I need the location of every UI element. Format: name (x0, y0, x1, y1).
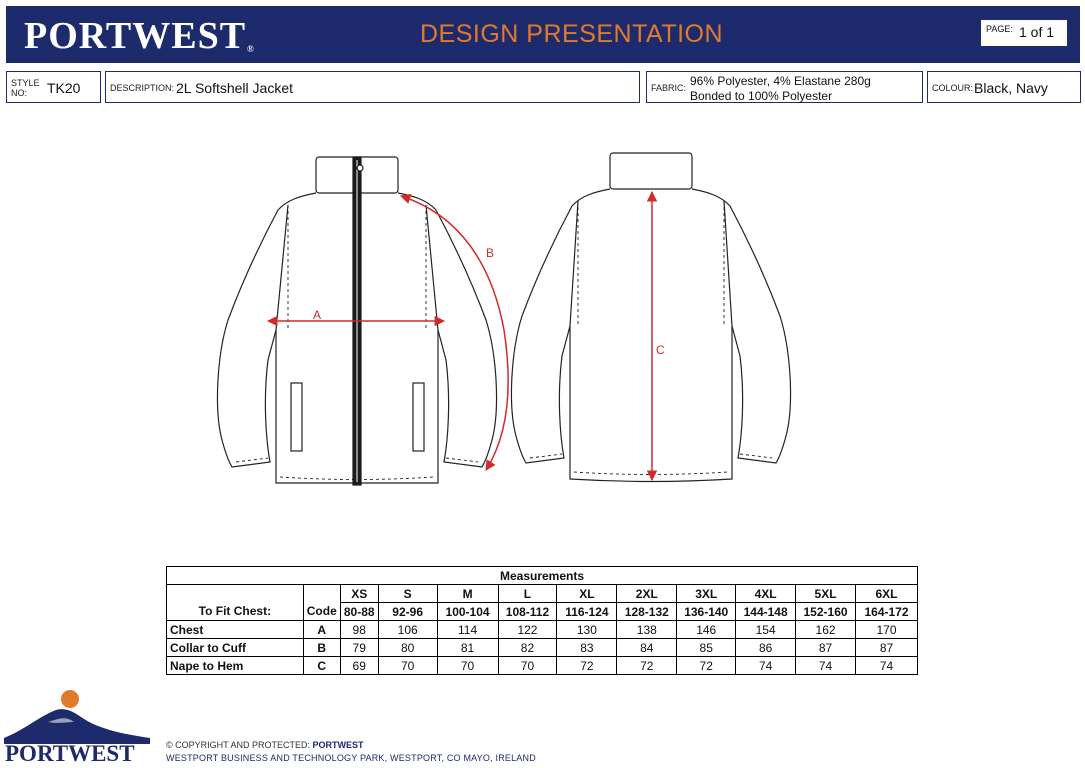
table-row (167, 639, 918, 657)
size-header: S (378, 585, 437, 603)
colour-value: Black, Navy (974, 80, 1048, 96)
cell: 84 (617, 639, 677, 657)
cell: 114 (437, 621, 498, 639)
cell: 122 (498, 621, 557, 639)
style-box (6, 71, 101, 103)
chest-range: 108-112 (498, 603, 557, 621)
mountain-icon (4, 709, 150, 744)
chest-range: 80-88 (340, 603, 378, 621)
cell: 74 (855, 657, 917, 675)
row-label: Chest (167, 621, 304, 639)
cell: 70 (437, 657, 498, 675)
cell: 82 (498, 639, 557, 657)
copyright-brand: PORTWEST (312, 740, 364, 750)
cell: 85 (677, 639, 736, 657)
address-text: WESTPORT BUSINESS AND TECHNOLOGY PARK, WESTPORT, CO MAYO, IRELAND (166, 753, 536, 763)
fabric-line2: Bonded to 100% Polyester (690, 89, 833, 103)
measure-line-b (401, 196, 508, 470)
cell: 81 (437, 639, 498, 657)
back-collar (610, 153, 692, 189)
chest-range: 164-172 (855, 603, 917, 621)
cell: 72 (677, 657, 736, 675)
row-code: C (303, 657, 340, 675)
copyright-prefix: © COPYRIGHT AND PROTECTED: (166, 740, 310, 750)
chest-range: 144-148 (736, 603, 796, 621)
back-left-sleeve (511, 189, 610, 463)
size-header: 3XL (677, 585, 736, 603)
front-measure-lines (268, 196, 508, 470)
size-header: M (437, 585, 498, 603)
jacket-drawings (0, 130, 1085, 500)
cell: 98 (340, 621, 378, 639)
cell: 130 (557, 621, 617, 639)
back-right-sleeve (692, 189, 791, 463)
cell: 70 (498, 657, 557, 675)
description-box (105, 71, 640, 103)
page-label: PAGE: (986, 24, 1013, 34)
chest-range: 128-132 (617, 603, 677, 621)
cell: 146 (677, 621, 736, 639)
chest-range: 100-104 (437, 603, 498, 621)
description-label: DESCRIPTION: (110, 83, 175, 93)
cell: 80 (378, 639, 437, 657)
chest-range: 136-140 (677, 603, 736, 621)
fabric-box (646, 71, 923, 103)
measure-label-c: C (656, 343, 665, 357)
row-code: A (303, 621, 340, 639)
size-header: XS (340, 585, 378, 603)
back-body-outline (570, 201, 732, 482)
chest-range: 92-96 (378, 603, 437, 621)
code-header: Code (303, 585, 340, 621)
size-header: XL (557, 585, 617, 603)
style-label: STYLE NO: (11, 78, 40, 98)
cell: 154 (736, 621, 796, 639)
cell: 69 (340, 657, 378, 675)
footer-logo (4, 686, 150, 764)
footer-logo-text: PORTWEST (5, 741, 135, 764)
measure-label-a: A (313, 308, 322, 322)
chest-range: 152-160 (796, 603, 856, 621)
table-caption-row (167, 567, 918, 585)
measurements-table (166, 566, 918, 675)
page-title: DESIGN PRESENTATION (420, 20, 724, 48)
size-header: L (498, 585, 557, 603)
fit-chest-label: To Fit Chest: (167, 585, 304, 621)
cell: 86 (736, 639, 796, 657)
cell: 87 (796, 639, 856, 657)
cell: 138 (617, 621, 677, 639)
cell: 170 (855, 621, 917, 639)
cell: 106 (378, 621, 437, 639)
cell: 87 (855, 639, 917, 657)
brand-registered-mark: ® (247, 44, 255, 54)
table-row (167, 657, 918, 675)
page-value: 1 of 1 (1019, 24, 1055, 40)
table-row (167, 621, 918, 639)
cell: 74 (736, 657, 796, 675)
cell: 72 (557, 657, 617, 675)
header-bar (6, 6, 1080, 63)
size-header: 6XL (855, 585, 917, 603)
size-header: 2XL (617, 585, 677, 603)
cell: 70 (378, 657, 437, 675)
jacket-back-view (511, 153, 790, 482)
front-right-pocket (413, 383, 424, 451)
chest-range: 116-124 (557, 603, 617, 621)
fabric-line1: 96% Polyester, 4% Elastane 280g (690, 74, 871, 88)
row-code: B (303, 639, 340, 657)
colour-label: COLOUR: (932, 83, 974, 93)
zip-pull (357, 165, 363, 171)
table-size-row (167, 585, 918, 603)
colour-box (927, 71, 1081, 103)
front-left-pocket (291, 383, 302, 451)
copyright-text (166, 740, 364, 750)
cell: 83 (557, 639, 617, 657)
cell: 72 (617, 657, 677, 675)
measure-label-b: B (486, 246, 495, 260)
back-measure-lines (652, 192, 665, 480)
table-caption: Measurements (167, 567, 918, 585)
page-indicator (981, 20, 1067, 46)
cell: 162 (796, 621, 856, 639)
sun-icon (61, 690, 79, 708)
size-header: 4XL (736, 585, 796, 603)
brand-logo (24, 14, 255, 58)
front-left-sleeve (217, 193, 316, 467)
cell: 79 (340, 639, 378, 657)
fabric-label: FABRIC: (651, 83, 687, 93)
size-header: 5XL (796, 585, 856, 603)
row-label: Nape to Hem (167, 657, 304, 675)
brand-text: PORTWEST (24, 15, 247, 57)
cell: 74 (796, 657, 856, 675)
style-value: TK20 (47, 80, 81, 96)
description-value: 2L Softshell Jacket (176, 80, 293, 96)
row-label: Collar to Cuff (167, 639, 304, 657)
